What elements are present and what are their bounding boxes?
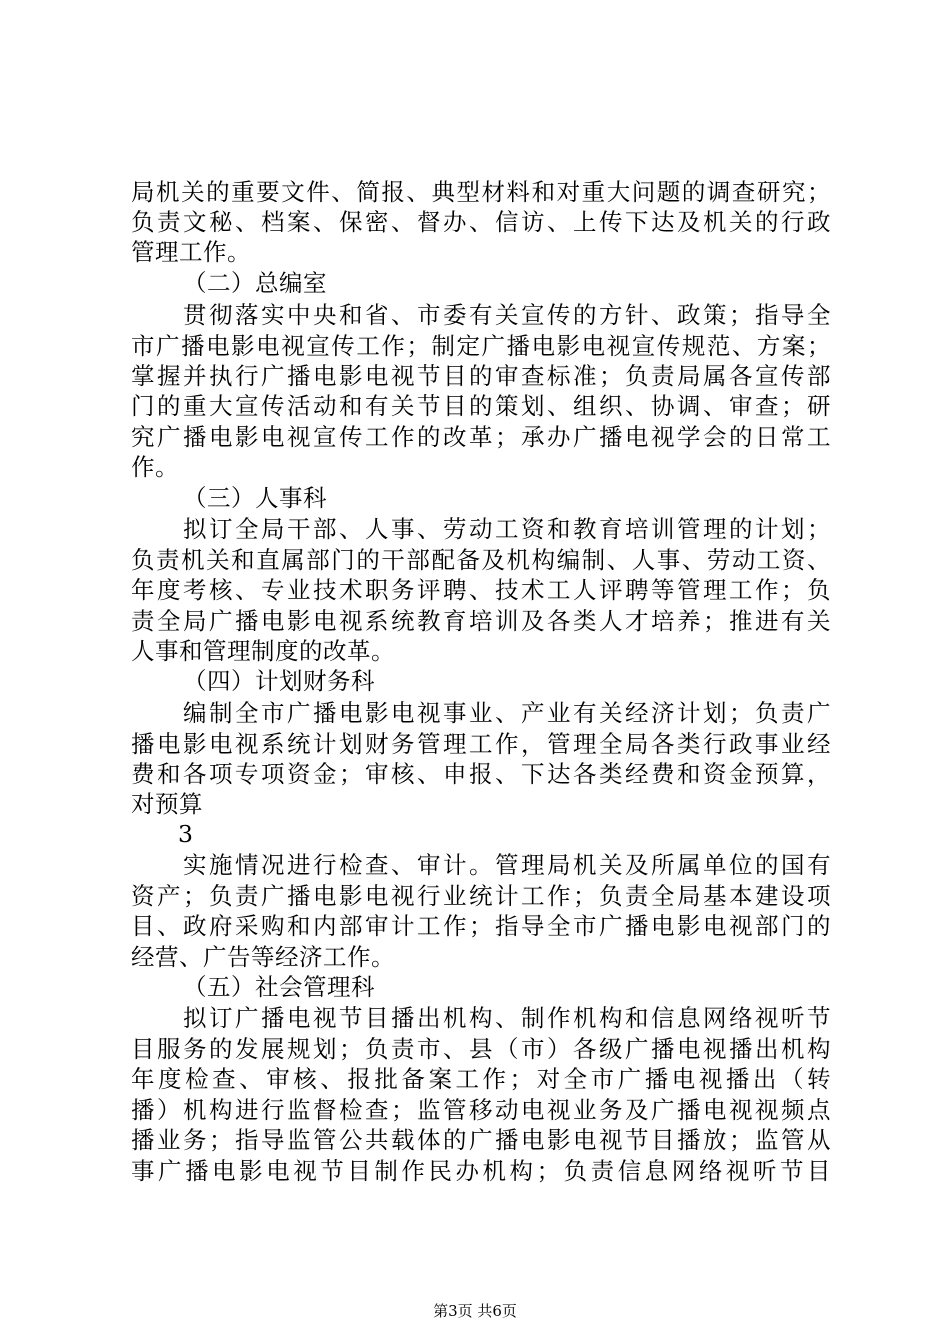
body-line: 作。 <box>131 453 179 481</box>
body-line: 负责文秘、档案、保密、督办、信访、上传下达及机关的行政 <box>131 208 831 236</box>
body-line: 拟订广播电视节目播出机构、制作机构和信息网络视听节 <box>183 1004 831 1032</box>
body-line: 究广播电影电视宣传工作的改革；承办广播电视学会的日常工 <box>131 423 831 451</box>
body-line: 拟订全局干部、人事、劳动工资和教育培训管理的计划； <box>183 515 831 543</box>
body-line: 局机关的重要文件、简报、典型材料和对重大问题的调查研究； <box>131 178 831 206</box>
body-line: 编制全市广播电影电视事业、产业有关经济计划；负责广 <box>183 699 831 727</box>
body-line: 目服务的发展规划；负责市、县（市）各级广播电视播出机构 <box>131 1035 831 1063</box>
body-line: 年度检查、审核、报批备案工作；对全市广播电视播出（转 <box>131 1065 831 1093</box>
body-line: 费和各项专项资金；审核、申报、下达各类经费和资金预算， <box>131 760 831 788</box>
body-line: 目、政府采购和内部审计工作；指导全市广播电影电视部门的 <box>131 912 831 940</box>
body-line: 掌握并执行广播电影电视节目的审查标准；负责局属各宣传部 <box>131 362 831 390</box>
section-heading: （四）计划财务科 <box>183 667 375 695</box>
section-heading: （五）社会管理科 <box>183 973 375 1001</box>
body-line: 责全局广播电影电视系统教育培训及各类人才培养；推进有关 <box>131 607 831 635</box>
body-line: 经营、广告等经济工作。 <box>131 943 395 971</box>
section-heading: （二）总编室 <box>183 269 327 297</box>
body-line: 播）机构进行监督检查；监管移动电视业务及广播电视视频点 <box>131 1096 831 1124</box>
body-line: 门的重大宣传活动和有关节目的策划、组织、协调、审查；研 <box>131 392 831 420</box>
body-line: 管理工作。 <box>131 238 251 266</box>
body-line: 实施情况进行检查、审计。管理局机关及所属单位的国有 <box>183 851 831 879</box>
body-line: 贯彻落实中央和省、市委有关宣传的方针、政策；指导全 <box>183 301 831 329</box>
body-line: 负责机关和直属部门的干部配备及机构编制、人事、劳动工资、 <box>131 546 831 574</box>
inline-page-number: 3 <box>178 820 194 848</box>
section-heading: （三）人事科 <box>183 484 327 512</box>
body-line: 播业务；指导监管公共载体的广播电影电视节目播放；监管从 <box>131 1126 831 1154</box>
body-line: 人事和管理制度的改革。 <box>131 637 395 665</box>
page-footer: 第3页 共6页 <box>433 1302 517 1320</box>
body-line: 事广播电影电视节目制作民办机构；负责信息网络视听节目 <box>131 1157 831 1185</box>
body-line: 市广播电影电视宣传工作；制定广播电影电视宣传规范、方案； <box>131 332 831 360</box>
body-line: 对预算 <box>131 790 203 818</box>
body-line: 年度考核、专业技术职务评聘、技术工人评聘等管理工作；负 <box>131 576 831 604</box>
body-line: 资产；负责广播电影电视行业统计工作；负责全局基本建设项 <box>131 882 831 910</box>
body-line: 播电影电视系统计划财务管理工作，管理全局各类行政事业经 <box>131 730 831 758</box>
